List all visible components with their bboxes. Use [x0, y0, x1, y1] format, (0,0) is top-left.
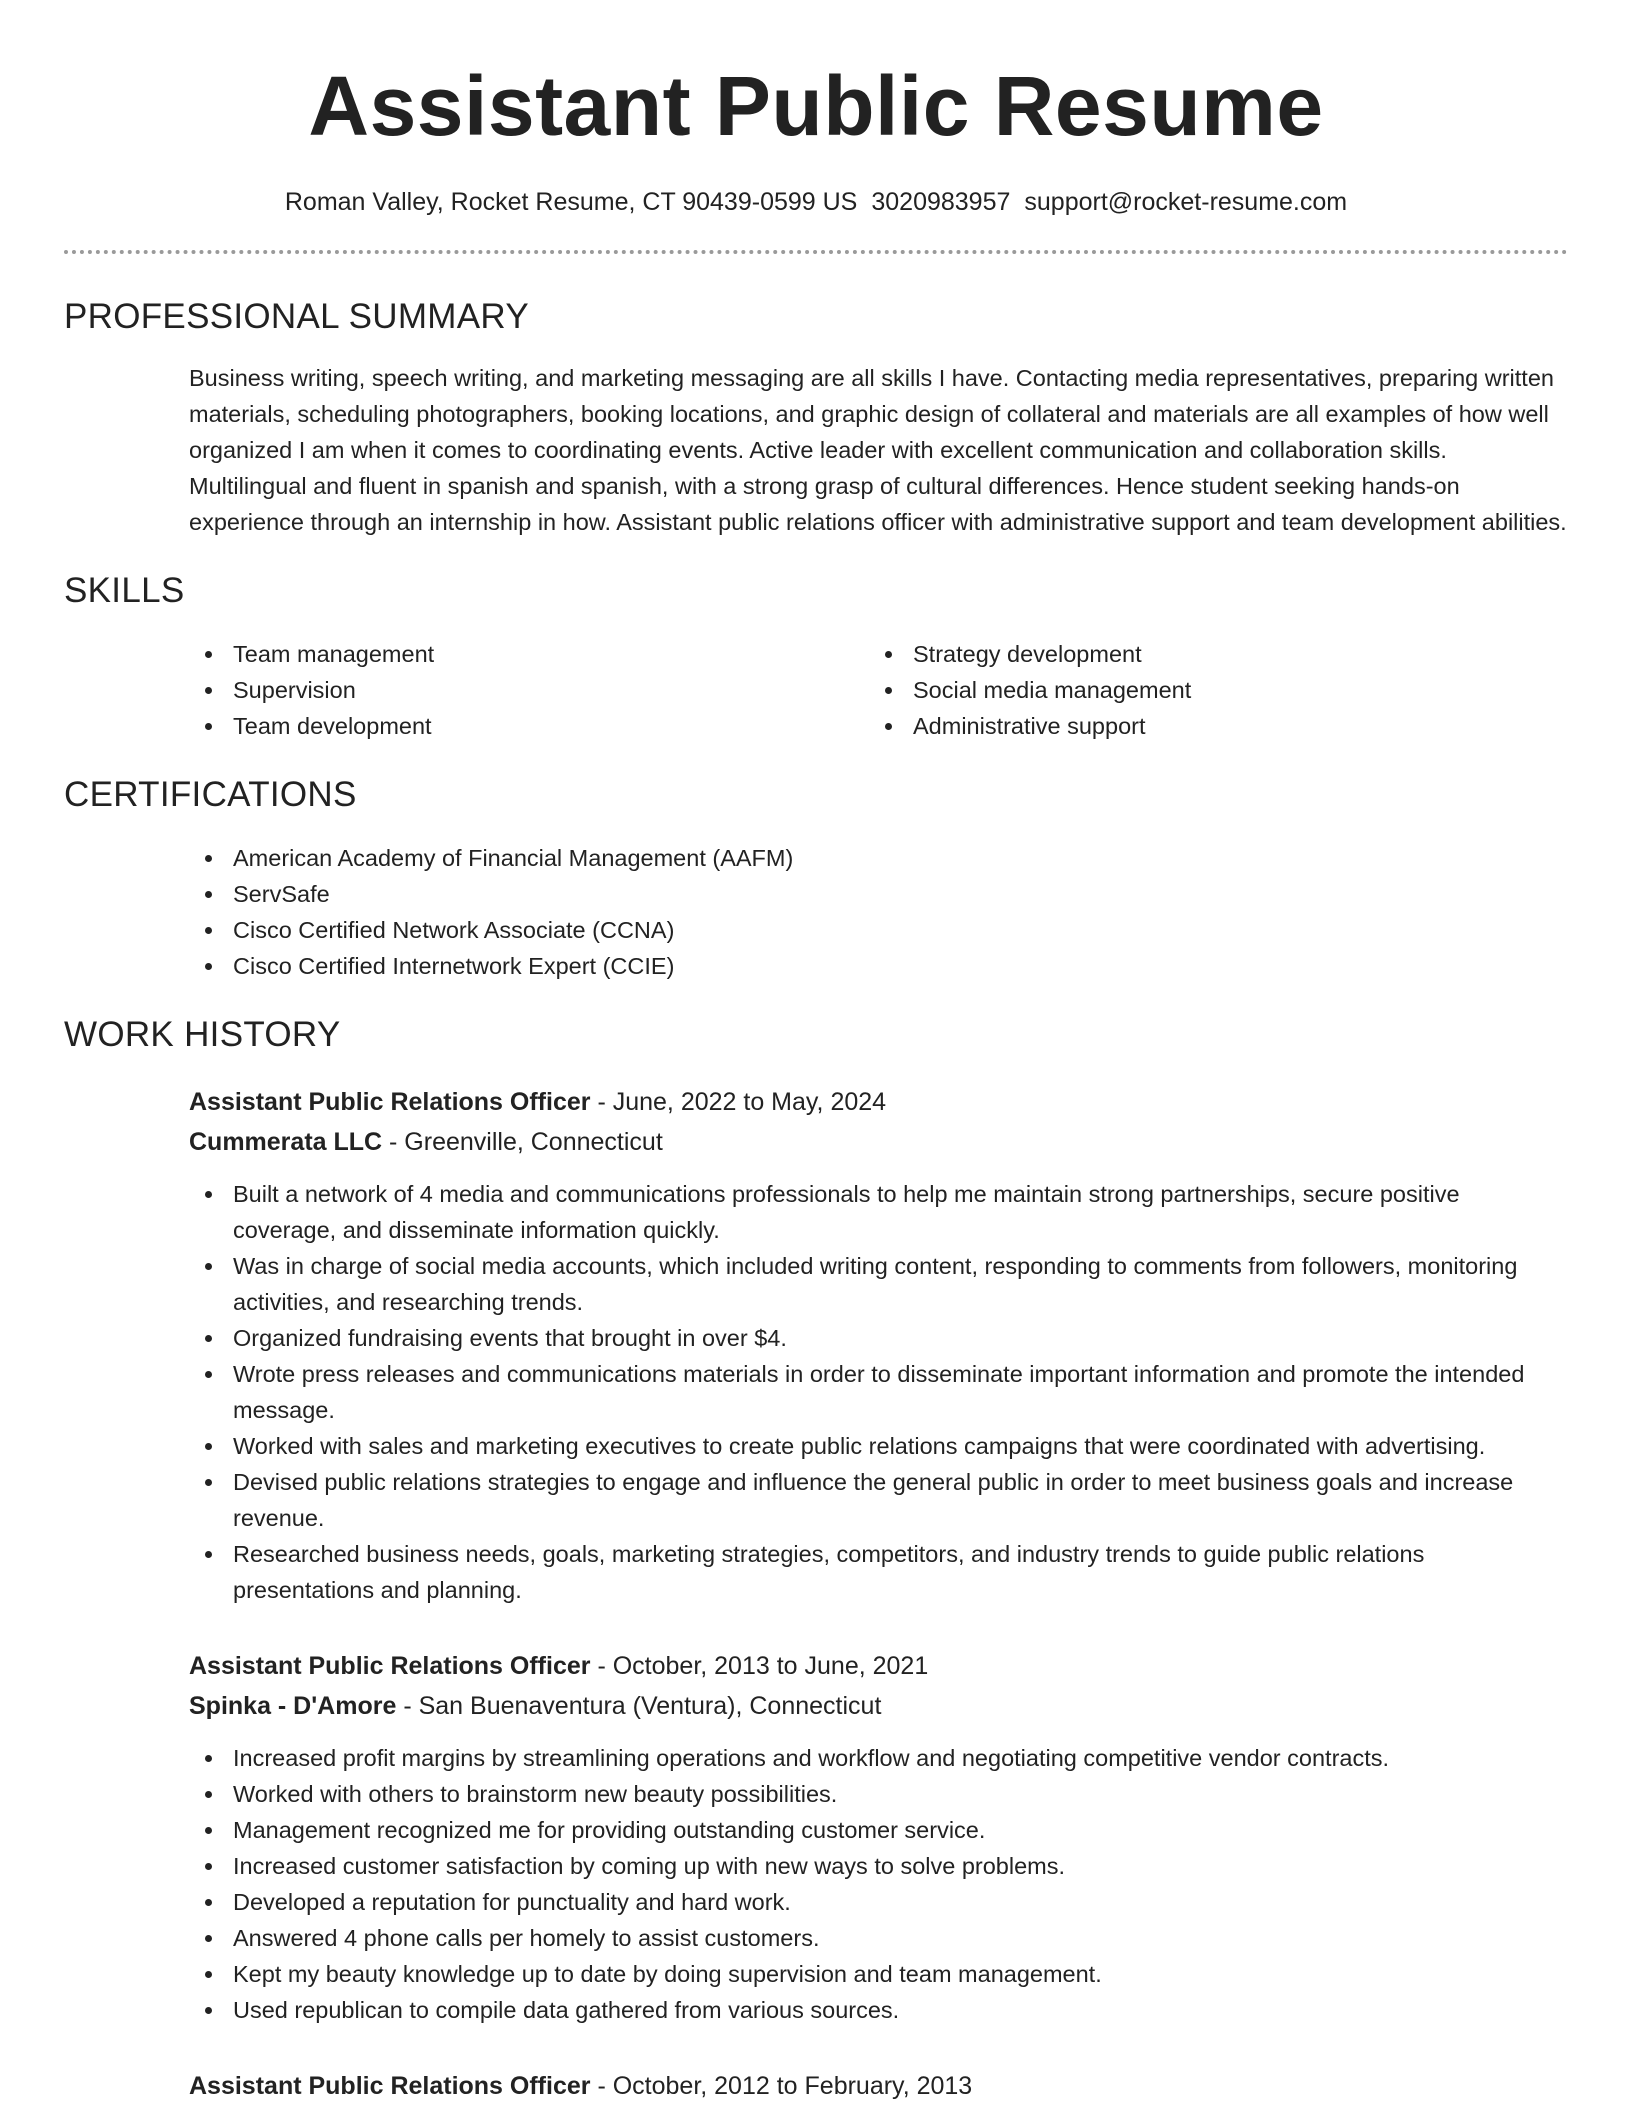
job-entry	[64, 1646, 1568, 2028]
skills-grid	[64, 636, 1568, 744]
job-bullet: Worked with sales and marketing executives to create public relations campaigns that were coordinated with advertising.	[189, 1428, 1568, 1464]
resume-header	[64, 0, 1568, 218]
section-title: CERTIFICATIONS	[64, 775, 357, 814]
job-company: Spinka - D'Amore	[189, 1692, 397, 1720]
job-title-line	[189, 1646, 1568, 1686]
job-company-line	[189, 1122, 1568, 1162]
job-location: - San Buenaventura (Ventura), Connecticut	[396, 1692, 882, 1720]
section-title: SKILLS	[64, 571, 185, 610]
professional-summary-section	[64, 296, 1568, 540]
job-location: - Greenville, Connecticut	[382, 1128, 663, 1156]
header-divider	[64, 250, 1568, 254]
skill-item: Administrative support	[869, 708, 1549, 744]
job-bullet: Answered 4 phone calls per homely to assist customers.	[189, 1920, 1568, 1956]
skills-section	[64, 570, 1568, 744]
job-bullet: Was in charge of social media accounts, which included writing content, responding to comments from followers, monitoring activities, and researching trends.	[189, 1248, 1568, 1320]
job-bullets	[189, 1740, 1568, 2028]
job-role: Assistant Public Relations Officer	[189, 1652, 591, 1680]
skill-item: Team management	[189, 636, 869, 672]
work-history-section	[64, 1014, 1568, 2106]
job-role: Assistant Public Relations Officer	[189, 1088, 591, 1116]
skill-item: Team development	[189, 708, 869, 744]
summary-text: Business writing, speech writing, and marketing messaging are all skills I have. Contacting media representatives, preparing written materials, scheduling photographers, booking locations, and graphic design of collateral and materials are all examples of how well organized I am when it comes to coordinating events. Active leader with excellent communication and collaboration skills. Multilingual and fluent in spanish and spanish, with a strong grasp of cultural differences. Hence student seeking hands-on experience through an internship in how. Assistant public relations officer with administrative support and team development abilities.	[189, 365, 1567, 535]
skill-item: Strategy development	[869, 636, 1549, 672]
skill-item: Supervision	[189, 672, 869, 708]
job-entry	[64, 1082, 1568, 1608]
job-bullet: Kept my beauty knowledge up to date by doing supervision and team management.	[189, 1956, 1568, 1992]
contact-line	[64, 186, 1568, 218]
certification-item: Cisco Certified Internetwork Expert (CCIE)	[189, 948, 1568, 984]
certification-item: American Academy of Financial Management (AAFM)	[189, 840, 1568, 876]
certifications-section	[64, 774, 1568, 984]
section-title: WORK HISTORY	[64, 1015, 341, 1054]
job-bullet: Researched business needs, goals, marketing strategies, competitors, and industry trends to guide public relations presentations and planning.	[189, 1536, 1568, 1608]
certification-item: Cisco Certified Network Associate (CCNA)	[189, 912, 1568, 948]
job-role: Assistant Public Relations Officer	[189, 2072, 591, 2100]
job-dates: - June, 2022 to May, 2024	[590, 1088, 887, 1116]
skills-list-right	[869, 636, 1549, 744]
job-bullet: Used republican to compile data gathered from various sources.	[189, 1992, 1568, 2028]
job-bullet: Wrote press releases and communications materials in order to disseminate important information and promote the intended message.	[189, 1356, 1568, 1428]
job-title-line	[189, 2066, 1568, 2106]
job-entry	[64, 2066, 1568, 2106]
skill-item: Social media management	[869, 672, 1549, 708]
job-company-line	[189, 1686, 1568, 1726]
contact-email: support@rocket-resume.com	[1024, 188, 1348, 216]
certification-item: ServSafe	[189, 876, 1568, 912]
contact-phone: 3020983957	[871, 188, 1011, 216]
job-bullet: Devised public relations strategies to engage and influence the general public in order to meet business goals and increase revenue.	[189, 1464, 1568, 1536]
skills-list-left	[189, 636, 869, 744]
job-bullet: Organized fundraising events that brought in over $4.	[189, 1320, 1568, 1356]
job-company: Cummerata LLC	[189, 1128, 383, 1156]
job-dates: - October, 2013 to June, 2021	[590, 1652, 929, 1680]
job-bullet: Developed a reputation for punctuality and hard work.	[189, 1884, 1568, 1920]
job-bullet: Management recognized me for providing outstanding customer service.	[189, 1812, 1568, 1848]
job-bullet: Increased customer satisfaction by coming up with new ways to solve problems.	[189, 1848, 1568, 1884]
job-bullet: Increased profit margins by streamlining operations and workflow and negotiating competitive vendor contracts.	[189, 1740, 1568, 1776]
job-bullets	[189, 1176, 1568, 1608]
job-dates: - October, 2012 to February, 2013	[590, 2072, 973, 2100]
page-title: Assistant Public Resume	[308, 59, 1324, 153]
job-bullet: Built a network of 4 media and communications professionals to help me maintain strong partnerships, secure positive coverage, and disseminate information quickly.	[189, 1176, 1568, 1248]
job-title-line	[189, 1082, 1568, 1122]
section-title: PROFESSIONAL SUMMARY	[64, 297, 529, 336]
job-bullet: Worked with others to brainstorm new beauty possibilities.	[189, 1776, 1568, 1812]
contact-address: Roman Valley, Rocket Resume, CT 90439-0599 US	[284, 188, 858, 216]
certifications-list	[64, 840, 1568, 984]
